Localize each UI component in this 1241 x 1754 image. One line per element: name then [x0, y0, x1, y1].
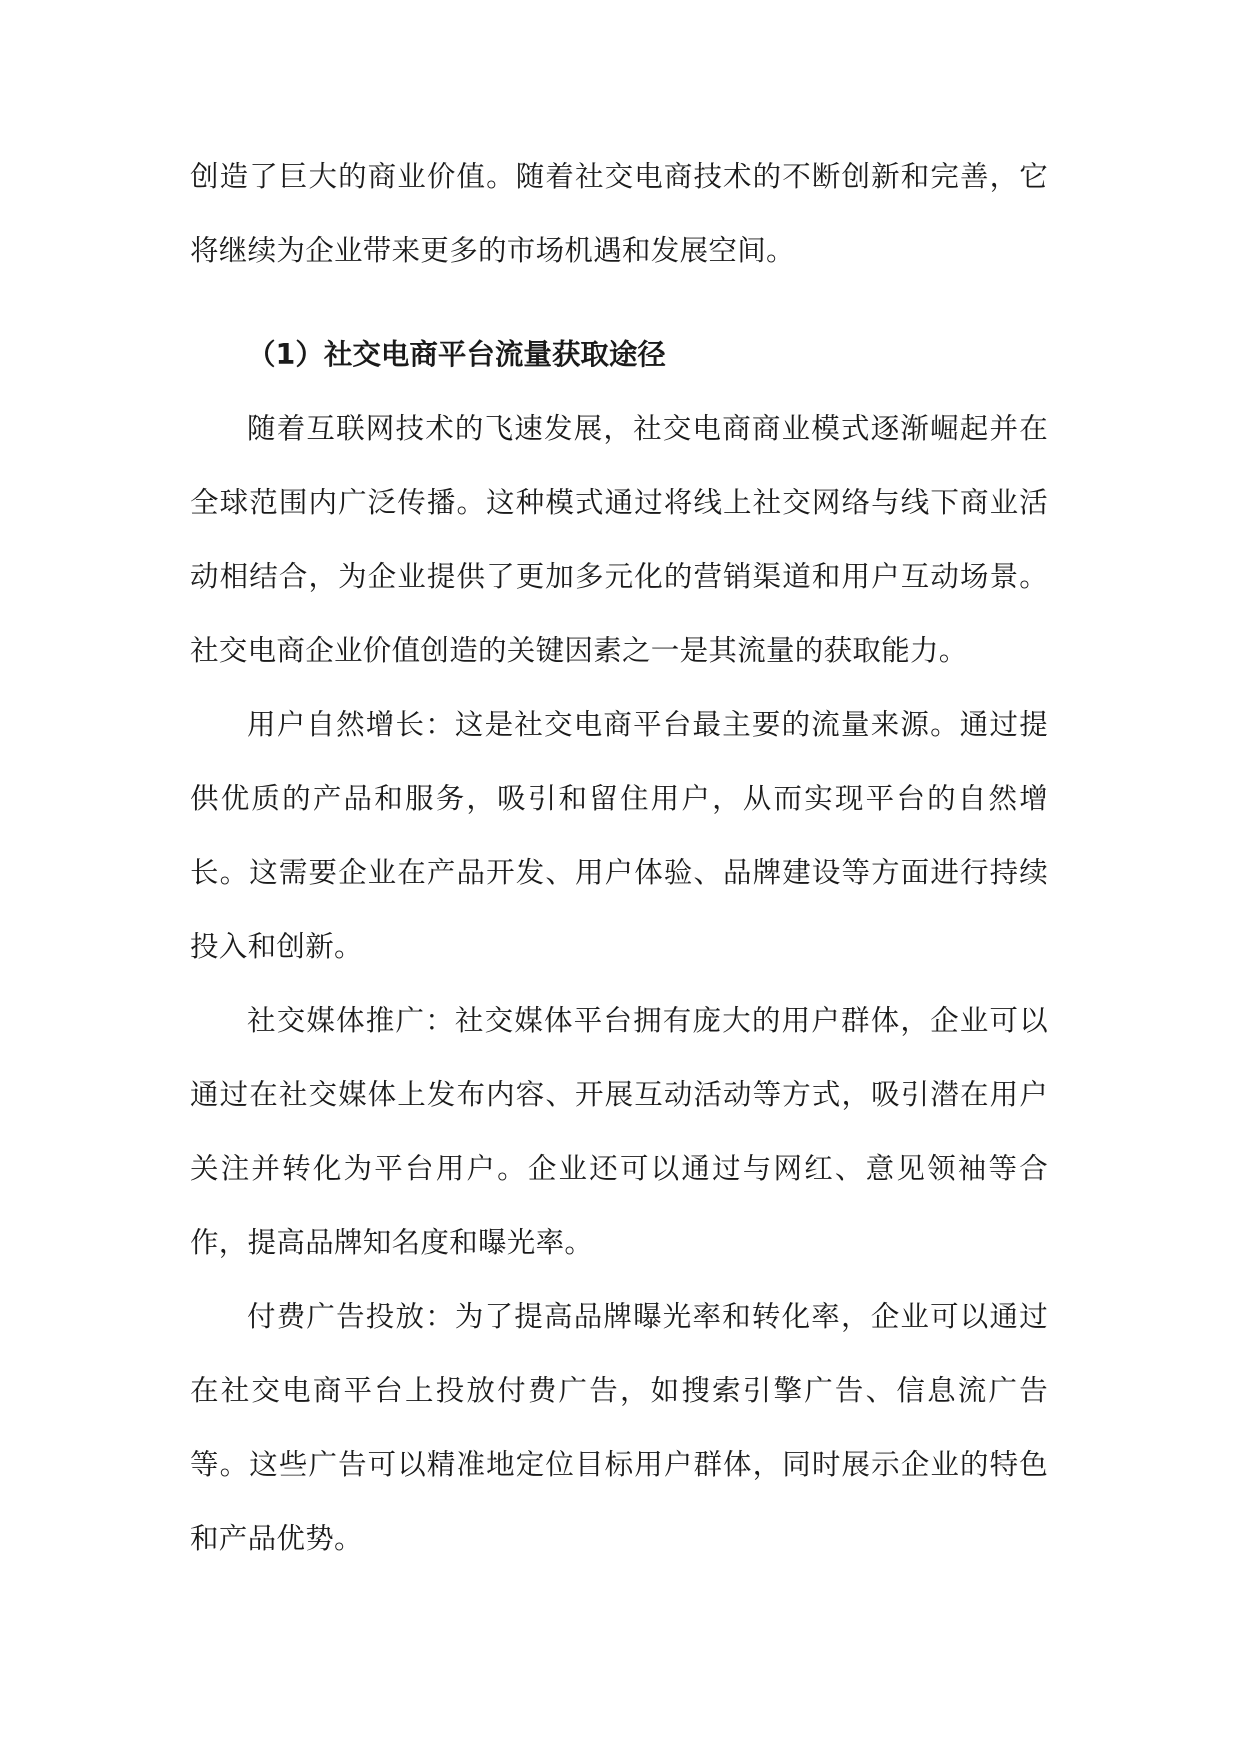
document-body: [190, 140, 1048, 1576]
paragraph-continuation: 创造了巨大的商业价值。随着社交电商技术的不断创新和完善，它将继续为企业带来更多的市场机遇和发展空间。: [190, 160, 1048, 267]
paragraph-social-media: 社交媒体推广：社交媒体平台拥有庞大的用户群体，企业可以通过在社交媒体上发布内容、开展互动活动等方式，吸引潜在用户关注并转化为平台用户。企业还可以通过与网红、意见领袖等合作，提高品牌知名度和曝光率。: [190, 1004, 1048, 1259]
section-heading: （1）社交电商平台流量获取途径: [247, 338, 666, 371]
paragraph-paid-ads: 付费广告投放：为了提高品牌曝光率和转化率，企业可以通过在社交电商平台上投放付费广告，如搜索引擎广告、信息流广告等。这些广告可以精准地定位目标用户群体，同时展示企业的特色和产品优势。: [190, 1300, 1048, 1555]
spacer: [190, 288, 1048, 318]
paragraph-organic-growth: 用户自然增长：这是社交电商平台最主要的流量来源。通过提供优质的产品和服务，吸引和留住用户，从而实现平台的自然增长。这需要企业在产品开发、用户体验、品牌建设等方面进行持续投入和创新。: [190, 708, 1048, 963]
paragraph-intro: 随着互联网技术的飞速发展，社交电商商业模式逐渐崛起并在全球范围内广泛传播。这种模式通过将线上社交网络与线下商业活动相结合，为企业提供了更加多元化的营销渠道和用户互动场景。社交电商企业价值创造的关键因素之一是其流量的获取能力。: [190, 412, 1048, 667]
